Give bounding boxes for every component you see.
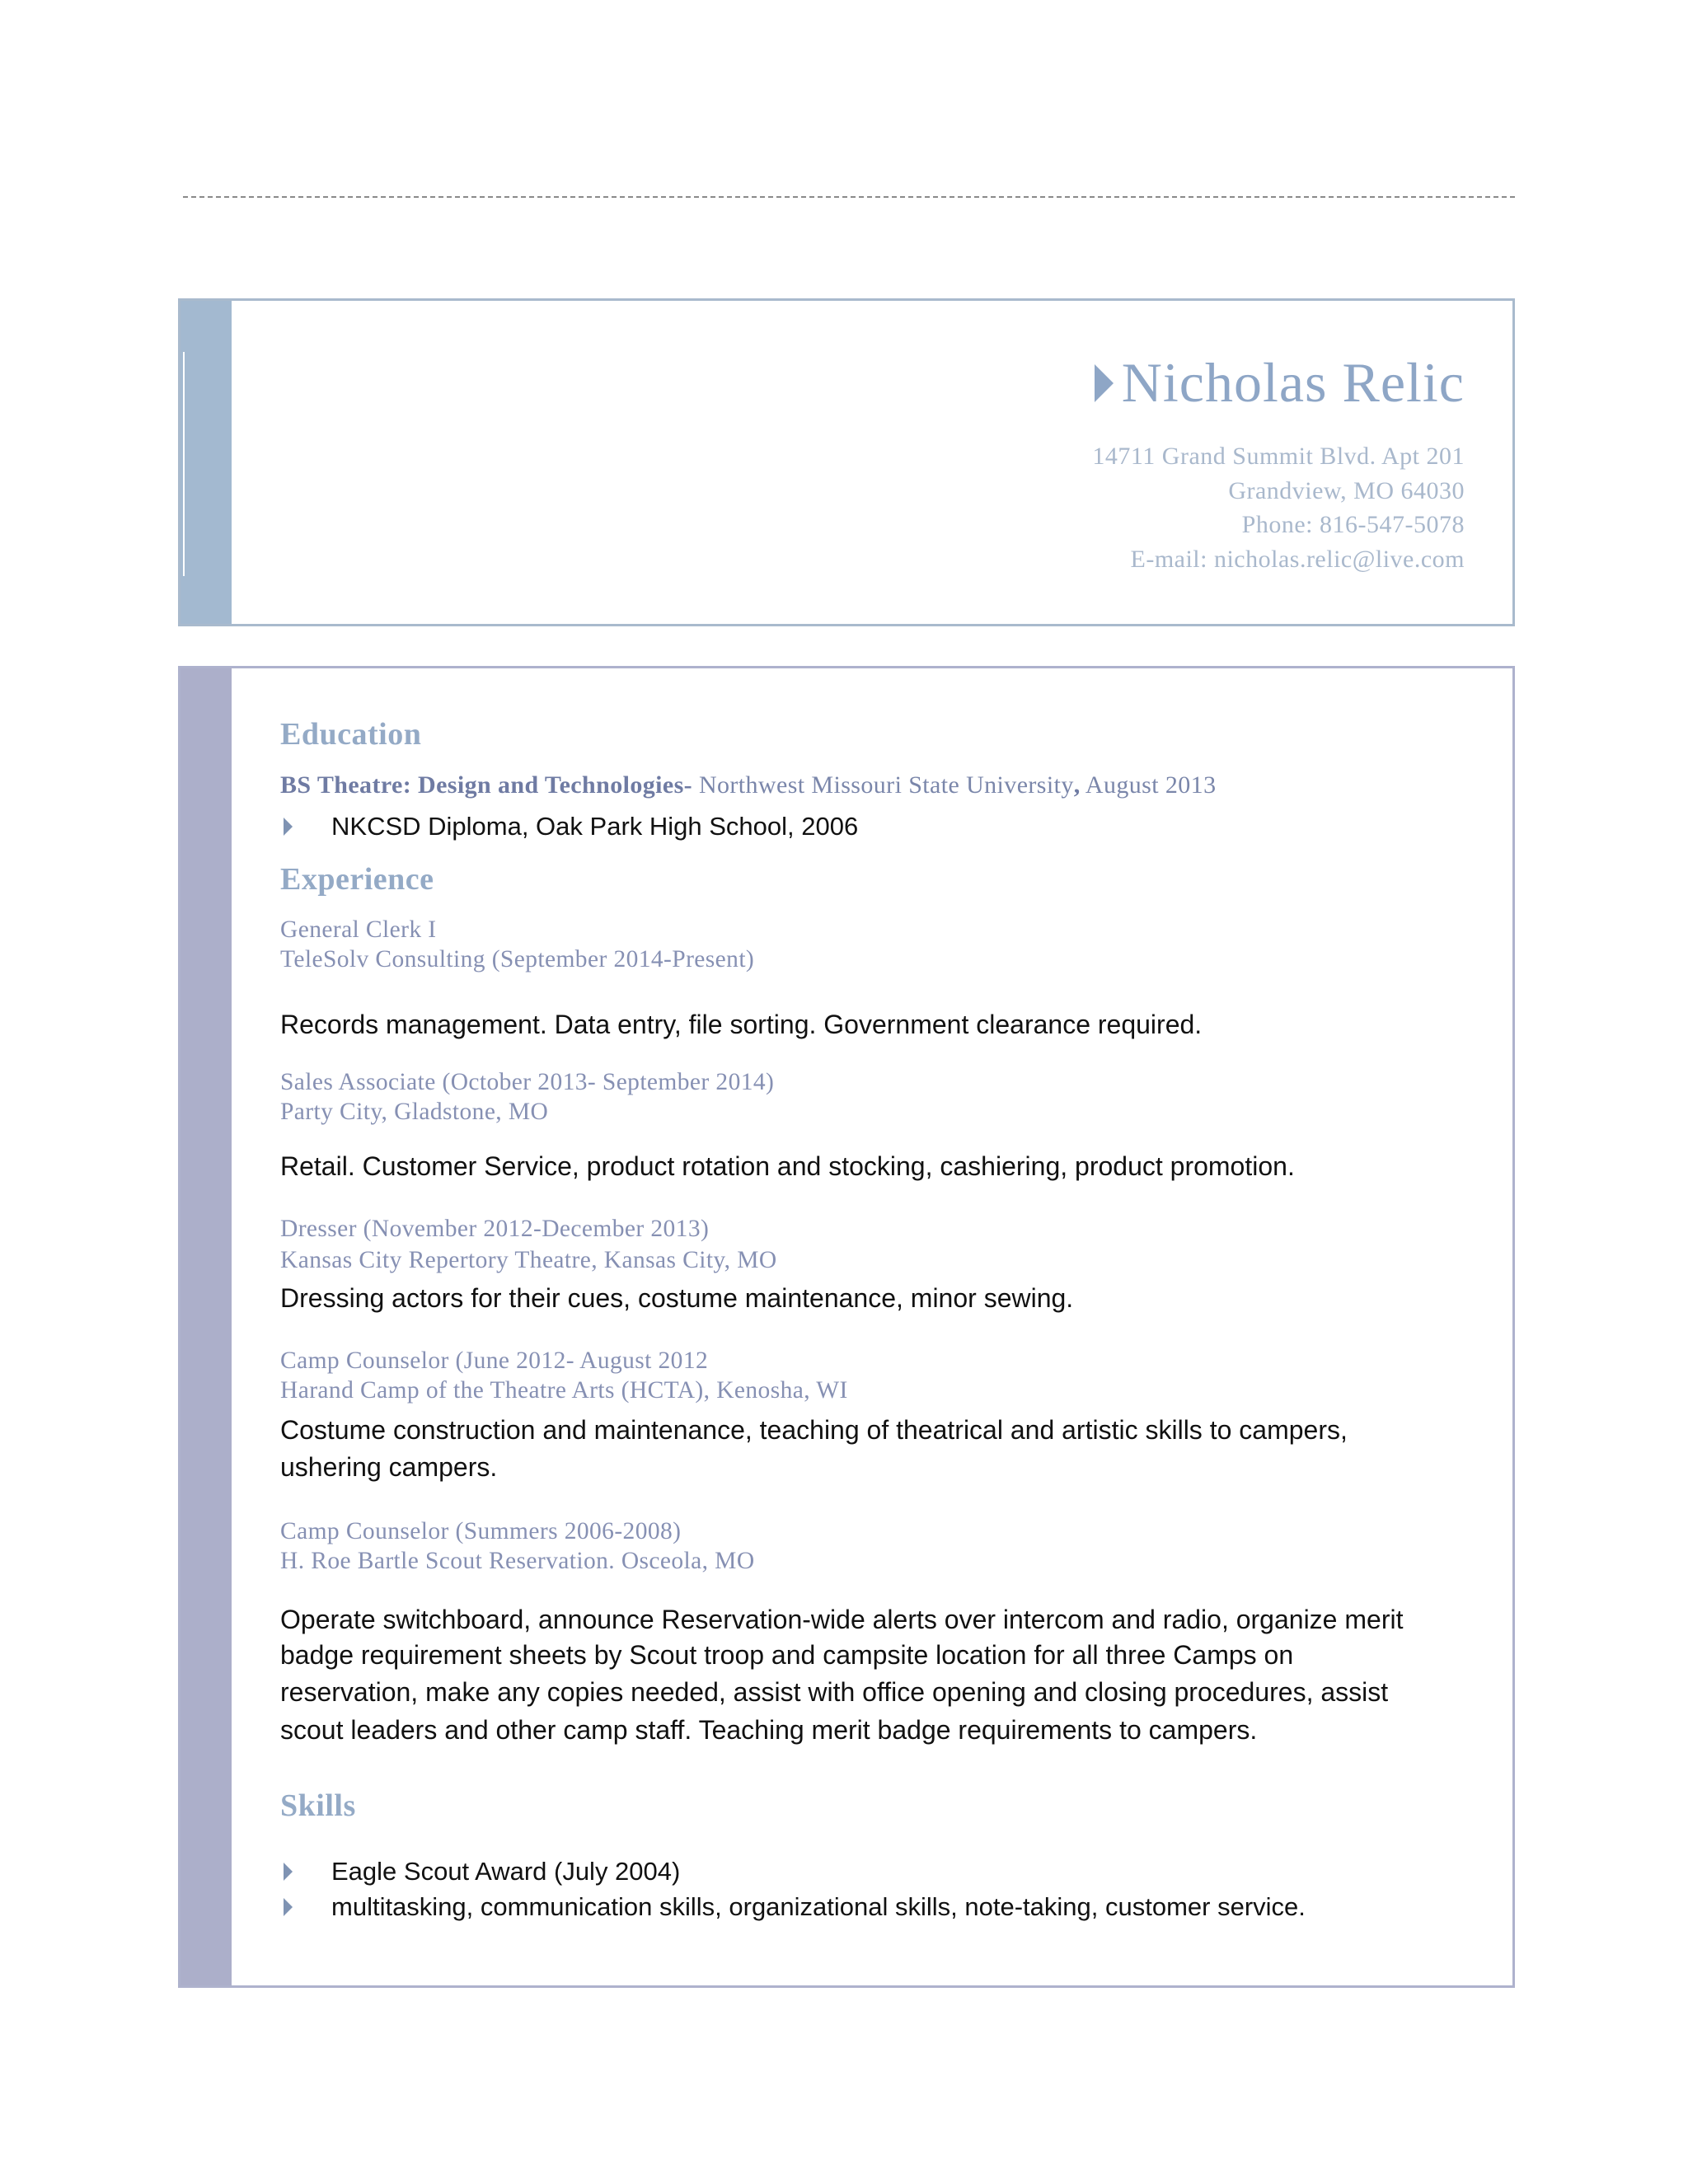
skills-heading: Skills [280, 1788, 356, 1823]
bullet-arrow-icon [284, 1898, 293, 1916]
education-heading: Education [280, 717, 422, 752]
job-description-line: badge requirement sheets by Scout troop and campsite location for all three Camps on [280, 1640, 1294, 1670]
top-dashed-rule [183, 196, 1515, 198]
email: E-mail: nicholas.relic@live.com [1130, 545, 1465, 573]
job-title: Camp Counselor (Summers 2006-2008) [280, 1518, 682, 1544]
job-description: Retail. Customer Service, product rotation and stocking, cashiering, product promotion. [280, 1151, 1295, 1181]
phone: Phone: 816-547-5078 [1241, 511, 1465, 538]
header-accent-bar [181, 301, 232, 624]
degree-line [280, 771, 1216, 799]
job-org: Kansas City Repertory Theatre, Kansas City, MO [280, 1247, 777, 1273]
address-line-1: 14711 Grand Summit Blvd. Apt 201 [1092, 443, 1465, 470]
address-line-2: Grandview, MO 64030 [1228, 476, 1465, 504]
job-title: General Clerk I [280, 916, 437, 943]
job-description-line: reservation, make any copies needed, assist with office opening and closing procedures, assist [280, 1677, 1389, 1707]
job-org: H. Roe Bartle Scout Reservation. Osceola, MO [280, 1548, 755, 1574]
experience-heading: Experience [280, 862, 434, 897]
degree-school: Northwest Missouri State University [692, 771, 1074, 799]
education-bullet-text: NKCSD Diploma, Oak Park High School, 2006 [331, 812, 859, 841]
job-description-line: scout leaders and other camp staff. Teaching merit badge requirements to campers. [280, 1715, 1258, 1745]
skills-bullet [284, 1857, 680, 1886]
header-bar-line [183, 352, 185, 576]
bullet-arrow-icon [284, 1863, 293, 1881]
skills-bullet-text: Eagle Scout Award (July 2004) [331, 1857, 681, 1886]
main-content-box [178, 666, 1515, 1988]
degree-comma: , [1073, 771, 1081, 799]
job-title: Sales Associate (October 2013- September 2014) [280, 1069, 775, 1095]
job-description: Records management. Data entry, file sorting. Government clearance required. [280, 1010, 1203, 1039]
bullet-arrow-icon [284, 818, 293, 836]
job-description-line: Operate switchboard, announce Reservation-wide alerts over intercom and radio, organize merit [280, 1605, 1404, 1634]
skills-bullet-text: multitasking, communication skills, organizational skills, note-taking, customer service. [331, 1892, 1306, 1921]
job-org: Party City, Gladstone, MO [280, 1099, 549, 1125]
degree-date: August 2013 [1080, 771, 1217, 799]
job-title: Camp Counselor (June 2012- August 2012 [280, 1347, 709, 1374]
job-org: Harand Camp of the Theatre Arts (HCTA), Kenosha, WI [280, 1377, 848, 1404]
education-bullet [284, 812, 858, 841]
job-title: Dresser (November 2012-December 2013) [280, 1216, 710, 1242]
name-row [1095, 350, 1465, 415]
job-description-line: ushering campers. [280, 1452, 498, 1482]
triangle-right-icon [1095, 364, 1114, 402]
job-org: TeleSolv Consulting (September 2014-Present) [280, 946, 755, 972]
contact-block [1092, 439, 1465, 576]
job-description-line: Costume construction and maintenance, teaching of theatrical and artistic skills to campers, [280, 1415, 1348, 1445]
job-description: Dressing actors for their cues, costume maintenance, minor sewing. [280, 1283, 1074, 1313]
header-box [178, 298, 1515, 626]
skills-bullet [284, 1892, 1306, 1922]
full-name: Nicholas Relic [1121, 351, 1465, 414]
main-accent-bar [181, 668, 232, 1985]
degree-title: BS Theatre: Design and Technologies- [280, 771, 693, 799]
